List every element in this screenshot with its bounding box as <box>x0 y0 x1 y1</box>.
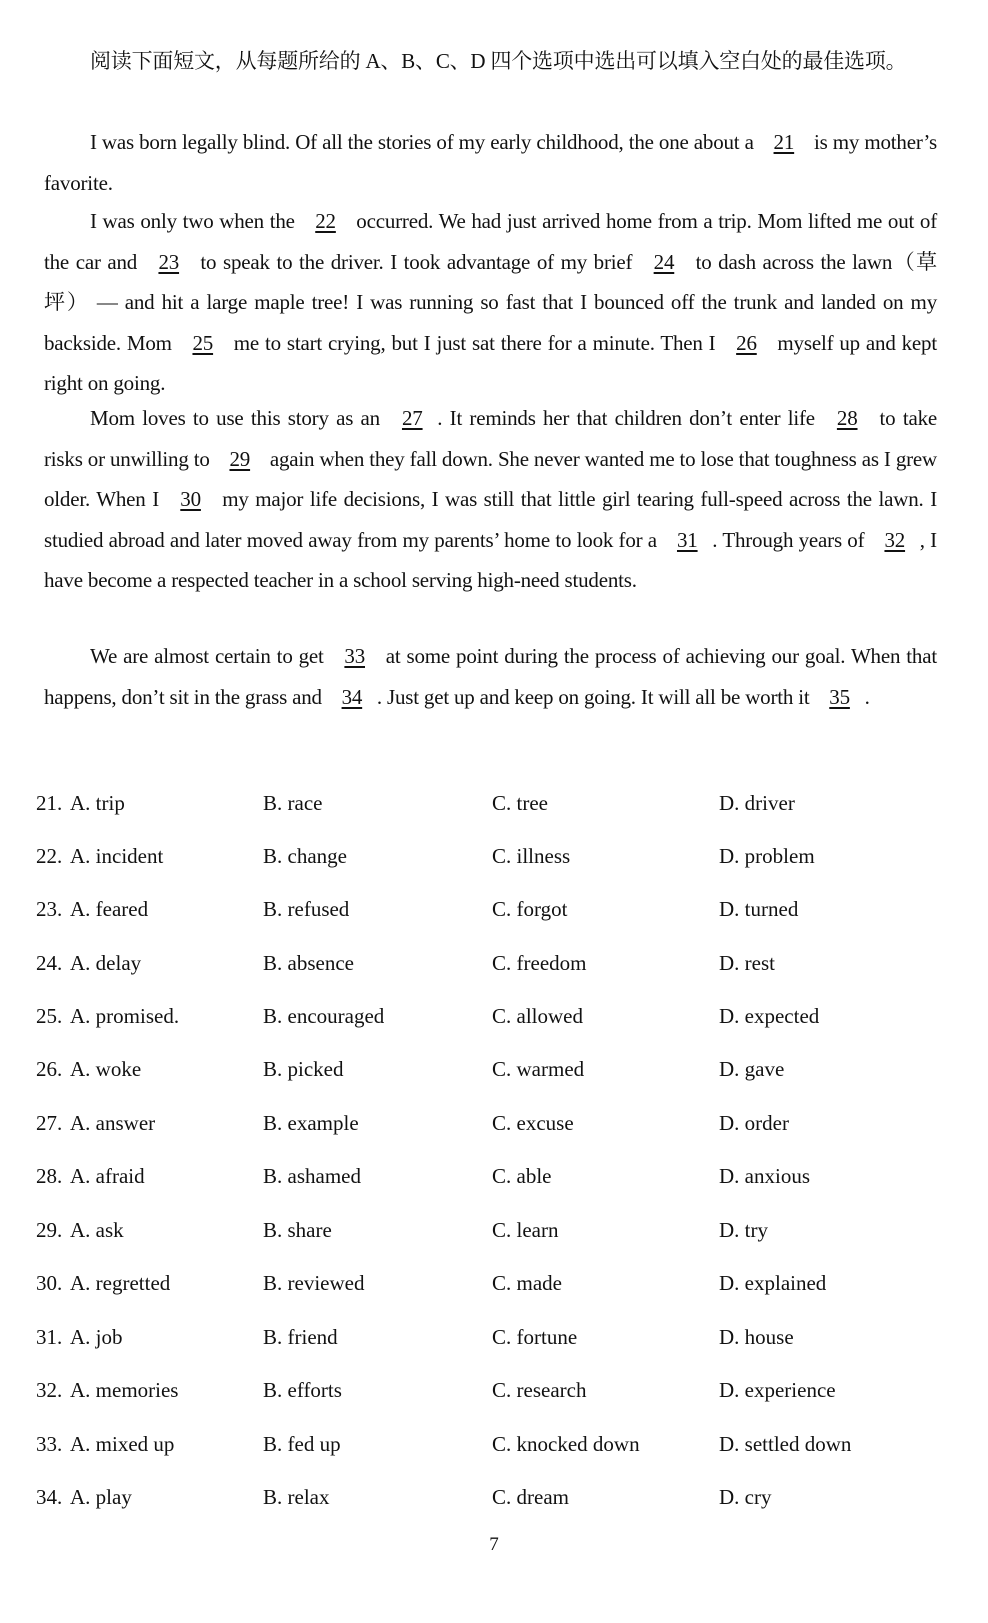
option-a: A. incident <box>70 844 164 868</box>
option-b: B. race <box>263 791 323 815</box>
question-row <box>0 1322 988 1352</box>
option-b: B. efforts <box>263 1378 342 1402</box>
option-b: B. relax <box>263 1485 330 1509</box>
option-b: B. reviewed <box>263 1271 365 1295</box>
option-b: B. share <box>263 1218 332 1242</box>
question-row <box>0 841 988 871</box>
question-number: 21. <box>36 791 63 815</box>
blank-21: 21 <box>773 130 795 154</box>
option-d: D. anxious <box>719 1164 810 1188</box>
passage-text: to take risks or unwilling to <box>44 406 937 471</box>
option-a: A. trip <box>70 791 125 815</box>
passage-text: . Just get up and keep on going. It will all be worth it <box>376 684 815 709</box>
question-row <box>0 1375 988 1405</box>
option-b: B. change <box>263 844 347 868</box>
blank-23: 23 <box>158 249 180 274</box>
passage-text: me to start crying, but I just sat there for a minute. Then I <box>227 330 722 355</box>
option-d: D. gave <box>719 1057 785 1081</box>
option-c: C. knocked down <box>492 1432 640 1456</box>
blank-31: 31 <box>676 527 698 552</box>
option-a: A. answer <box>70 1111 156 1135</box>
blank-32: 32 <box>884 527 906 552</box>
option-a: A. regretted <box>70 1271 171 1295</box>
option-d: D. problem <box>719 844 815 868</box>
option-a: A. job <box>70 1325 123 1349</box>
option-c: C. research <box>492 1378 587 1402</box>
option-b: B. friend <box>263 1325 338 1349</box>
option-a: A. ask <box>70 1218 124 1242</box>
option-c: C. allowed <box>492 1004 583 1028</box>
option-b: B. fed up <box>263 1432 341 1456</box>
question-row <box>0 1054 988 1084</box>
blank-27: 27 <box>401 406 423 430</box>
passage-text: to speak to the driver. I took advantage of my brief <box>193 249 639 274</box>
option-c: C. freedom <box>492 951 587 975</box>
question-number: 26. <box>36 1057 63 1081</box>
question-number: 34. <box>36 1485 63 1509</box>
option-c: C. dream <box>492 1485 569 1509</box>
option-c: C. excuse <box>492 1111 574 1135</box>
option-b: B. picked <box>263 1057 344 1081</box>
passage-text: . Through years of <box>712 527 870 552</box>
passage-text: my major life decisions, I was still that little girl tearing full-speed across the lawn. I studied abroad and later moved away from my parents’ home to look for a <box>44 487 937 552</box>
question-row <box>0 894 988 924</box>
passage-text: myself up and kept right on going. <box>44 330 937 395</box>
blank-28: 28 <box>836 406 858 430</box>
question-number: 29. <box>36 1218 63 1242</box>
question-number: 27. <box>36 1111 63 1135</box>
option-a: A. promised. <box>70 1004 180 1028</box>
option-b: B. encouraged <box>263 1004 385 1028</box>
option-b: B. absence <box>263 951 354 975</box>
option-b: B. ashamed <box>263 1164 361 1188</box>
question-number: 24. <box>36 951 63 975</box>
option-d: D. experience <box>719 1378 836 1402</box>
question-number: 32. <box>36 1378 63 1402</box>
blank-25: 25 <box>192 330 214 355</box>
blank-26: 26 <box>736 330 757 355</box>
blank-24: 24 <box>653 249 675 274</box>
question-number: 28. <box>36 1164 63 1188</box>
passage-text: . It reminds her that children don’t enter life <box>437 406 823 430</box>
blank-33: 33 <box>344 644 365 668</box>
passage-paragraph-3 <box>44 398 937 601</box>
question-row <box>0 1429 988 1459</box>
passage-paragraph-1 <box>44 122 937 203</box>
passage-text: , I have become a respected teacher in a school serving high-need students. <box>44 527 937 592</box>
option-d: D. settled down <box>719 1432 852 1456</box>
blank-35: 35 <box>829 684 850 709</box>
blank-30: 30 <box>180 487 201 511</box>
question-number: 31. <box>36 1325 63 1349</box>
option-a: A. feared <box>70 897 149 921</box>
option-c: C. forgot <box>492 897 568 921</box>
option-c: C. able <box>492 1164 552 1188</box>
question-number: 22. <box>36 844 63 868</box>
question-row <box>0 948 988 978</box>
question-row <box>0 1001 988 1031</box>
instruction-text <box>44 41 937 82</box>
blank-34: 34 <box>341 684 363 709</box>
option-b: B. example <box>263 1111 359 1135</box>
option-d: D. order <box>719 1111 789 1135</box>
question-row <box>0 1482 988 1512</box>
option-c: C. learn <box>492 1218 559 1242</box>
option-a: A. play <box>70 1485 132 1509</box>
instruction-label: 阅读下面短文，从每题所给的 A、B、C、D 四个选项中选出可以填入空白处的最佳选项。 <box>90 49 907 73</box>
option-d: D. rest <box>719 951 775 975</box>
question-row <box>0 1108 988 1138</box>
question-number: 33. <box>36 1432 63 1456</box>
passage-text: to dash across the lawn（草坪） — and hit a large maple tree! I was running so fast that I bounced off the trunk and landed on my backside. Mom <box>44 249 937 355</box>
option-d: D. turned <box>719 897 799 921</box>
question-row <box>0 1215 988 1245</box>
passage-text: I was born legally blind. Of all the stories of my early childhood, the one about a <box>90 130 759 154</box>
passage-text: is my mother’s favorite. <box>44 130 937 195</box>
option-a: A. woke <box>70 1057 142 1081</box>
passage-text: Mom loves to use this story as an <box>90 406 388 430</box>
option-d: D. try <box>719 1218 768 1242</box>
question-number: 25. <box>36 1004 63 1028</box>
passage-text: . <box>864 684 870 709</box>
page-number: 7 <box>489 1534 499 1555</box>
option-a: A. afraid <box>70 1164 145 1188</box>
passage-text: occurred. We had just arrived home from a trip. Mom lifted me out of the car and <box>44 209 937 274</box>
option-d: D. cry <box>719 1485 772 1509</box>
passage-text: at some point during the process of achieving our goal. When that happens, don’t sit in the grass and <box>44 644 937 709</box>
passage-text: again when they fall down. She never wanted me to lose that toughness as I grew older. When I <box>44 446 937 511</box>
option-d: D. house <box>719 1325 794 1349</box>
option-a: A. memories <box>70 1378 179 1402</box>
option-a: A. mixed up <box>70 1432 175 1456</box>
option-c: C. fortune <box>492 1325 578 1349</box>
option-a: A. delay <box>70 951 142 975</box>
blank-29: 29 <box>229 446 251 471</box>
question-row <box>0 1268 988 1298</box>
option-d: D. driver <box>719 791 795 815</box>
passage-text: I was only two when the <box>90 209 301 233</box>
option-c: C. made <box>492 1271 562 1295</box>
question-row <box>0 1161 988 1191</box>
option-c: C. illness <box>492 844 571 868</box>
blank-22: 22 <box>315 209 336 233</box>
option-c: C. warmed <box>492 1057 585 1081</box>
question-number: 30. <box>36 1271 63 1295</box>
option-b: B. refused <box>263 897 350 921</box>
passage-text: We are almost certain to get <box>90 644 330 668</box>
question-number: 23. <box>36 897 63 921</box>
question-row <box>0 788 988 818</box>
option-c: C. tree <box>492 791 548 815</box>
passage-paragraph-4 <box>44 636 937 717</box>
option-d: D. expected <box>719 1004 820 1028</box>
passage-paragraph-2 <box>44 201 937 404</box>
option-d: D. explained <box>719 1271 827 1295</box>
